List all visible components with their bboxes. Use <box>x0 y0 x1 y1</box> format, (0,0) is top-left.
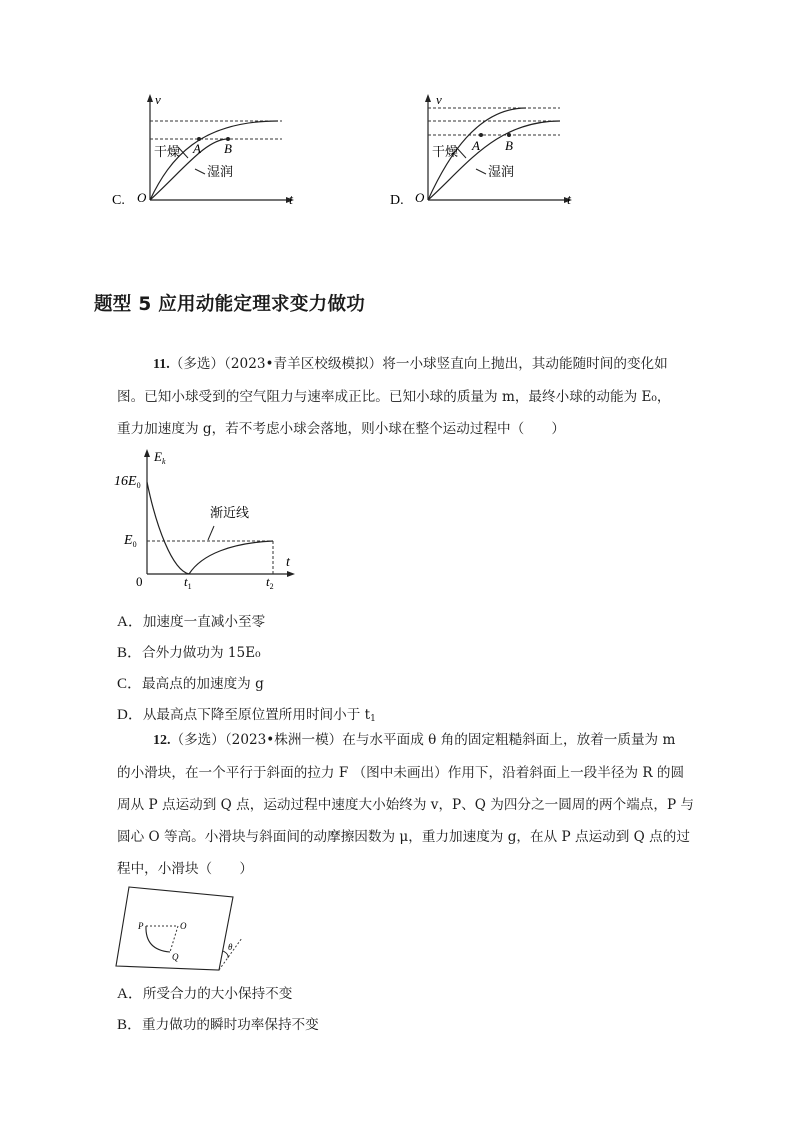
q12-incline-figure <box>112 880 252 975</box>
q12-line-1-text: （多选）（2023•株洲一模）在与水平面成 θ 角的固定粗糙斜面上，放着一质量为 m <box>170 732 676 748</box>
graph-c-v-label: v <box>155 92 161 107</box>
graph-d-point-b-label: B <box>505 138 513 153</box>
q11-graph-y-arrow <box>144 449 150 457</box>
graph-d-point-a <box>479 133 483 137</box>
graph-d-dry-label: 干燥 <box>432 145 459 160</box>
q11-line-1 <box>117 348 707 381</box>
graph-c-t-label: t <box>289 193 293 208</box>
graph-d-option-label: D. <box>390 193 404 208</box>
graph-c <box>108 90 308 215</box>
graph-d-point-b <box>507 133 511 137</box>
q11-option-c-letter: C． <box>117 676 143 692</box>
q11-graph-falling-curve <box>189 541 273 574</box>
graph-c-wet-label: 湿润 <box>207 165 234 180</box>
q11-option-b-text: 合外力做功为 15E₀ <box>142 645 261 661</box>
q11-line-3: 重力加速度为 g，若不考虑小球会落地，则小球在整个运动过程中（ ） <box>117 421 566 437</box>
q12-pq-arc <box>146 926 170 952</box>
q12-stem <box>117 724 707 885</box>
q12-line-1 <box>117 724 707 757</box>
graph-d <box>386 90 586 215</box>
q11-graph-t2-label: $t_2$ <box>266 574 274 591</box>
q11-graph-y-label: $E_k$ <box>154 449 166 466</box>
q12-option-a-text: 所受合力的大小保持不变 <box>142 986 293 1002</box>
q12-line-4: 圆心 O 等高。小滑块与斜面间的动摩擦因数为 μ，重力加速度为 g，在从 P 点运动到 Q 点的过 <box>117 829 690 845</box>
q12-theta-label: θ <box>228 942 233 952</box>
q11-graph-y-mid-label: $E_0$ <box>124 533 137 549</box>
q11-option-a-letter: A． <box>117 614 143 630</box>
graph-d-v-label: v <box>436 92 442 107</box>
q11-graph-y-top-label: $16E_0$ <box>114 474 141 490</box>
q12-number: 12. <box>153 733 171 748</box>
section-heading: 题型 5 应用动能定理求变力做功 <box>94 294 366 315</box>
q12-line-3: 周从 P 点运动到 Q 点，运动过程中速度大小始终为 v，P、Q 为四分之一圆周的两个端点，P 与 <box>117 797 695 813</box>
q12-oq-radius <box>170 926 178 952</box>
q11-graph-t1-label: $t_1$ <box>184 574 192 591</box>
q11-option-d-sub: 1 <box>370 714 376 724</box>
graph-d-v-arrow <box>425 94 431 102</box>
q12-theta-arc <box>223 951 228 958</box>
q11-option-b-letter: B． <box>117 645 143 661</box>
q11-graph-asymptote-label: 渐近线 <box>210 506 250 521</box>
q11-line-2: 图。已知小球受到的空气阻力与速率成正比。已知小球的质量为 m，最终小球的动能为 E₀， <box>117 389 671 405</box>
q11-option-a[interactable] <box>117 610 265 631</box>
graph-c-dry-label: 干燥 <box>154 145 181 160</box>
q12-o-label: O <box>180 921 187 931</box>
graph-c-origin-label: O <box>137 190 147 205</box>
q11-graph-origin-label: 0 <box>136 574 143 589</box>
q11-option-c[interactable] <box>117 672 264 693</box>
q11-graph-asymptote-leader <box>208 526 214 540</box>
graph-d-wet-label: 湿润 <box>488 165 515 180</box>
q11-line-1-text: （多选）（2023•青羊区校级模拟）将一小球竖直向上抛出，其动能随时间的变化如 <box>169 356 668 372</box>
q12-line-5: 程中，小滑块（ ） <box>117 861 253 877</box>
q11-option-c-text: 最高点的加速度为 g <box>142 676 264 692</box>
graph-d-wet-leader <box>476 169 486 174</box>
q12-line-2: 的小滑块，在一个平行于斜面的拉力 F （图中未画出）作用下，沿着斜面上一段半径为 R 的圆 <box>117 765 685 781</box>
graph-c-option-label: C. <box>112 193 125 208</box>
q11-ek-graph <box>110 444 310 594</box>
graph-c-dry-curve <box>150 121 278 200</box>
q12-option-a[interactable] <box>117 982 292 1003</box>
graph-c-point-a-label: A <box>193 141 201 156</box>
graph-d-origin-label: O <box>415 190 425 205</box>
q11-option-d-letter: D． <box>117 707 143 723</box>
graph-c-v-arrow <box>147 94 153 102</box>
graph-c-wet-leader <box>195 169 205 174</box>
q11-graph-t-axis-label: t <box>286 555 290 570</box>
q12-option-b[interactable] <box>117 1013 319 1034</box>
q11-graph-t-arrow <box>287 571 295 577</box>
q11-option-d-text: 从最高点下降至原位置所用时间小于 t <box>142 707 371 723</box>
q11-number: 11. <box>153 357 170 372</box>
q11-stem <box>117 348 707 445</box>
q12-option-b-letter: B． <box>117 1017 143 1033</box>
graph-d-t-label: t <box>567 193 571 208</box>
q11-option-a-text: 加速度一直减小至零 <box>142 614 266 630</box>
q12-p-label: P <box>138 921 144 931</box>
q12-option-a-letter: A． <box>117 986 143 1002</box>
graph-d-wet-curve <box>428 121 560 200</box>
graph-d-point-a-label: A <box>472 138 480 153</box>
q11-graph-rising-curve <box>147 482 189 574</box>
q11-option-d[interactable] <box>117 703 376 724</box>
q11-option-b[interactable] <box>117 641 261 662</box>
q12-q-label: Q <box>172 952 179 962</box>
q12-option-b-text: 重力做功的瞬时功率保持不变 <box>142 1017 319 1033</box>
graph-c-point-b-label: B <box>224 141 232 156</box>
